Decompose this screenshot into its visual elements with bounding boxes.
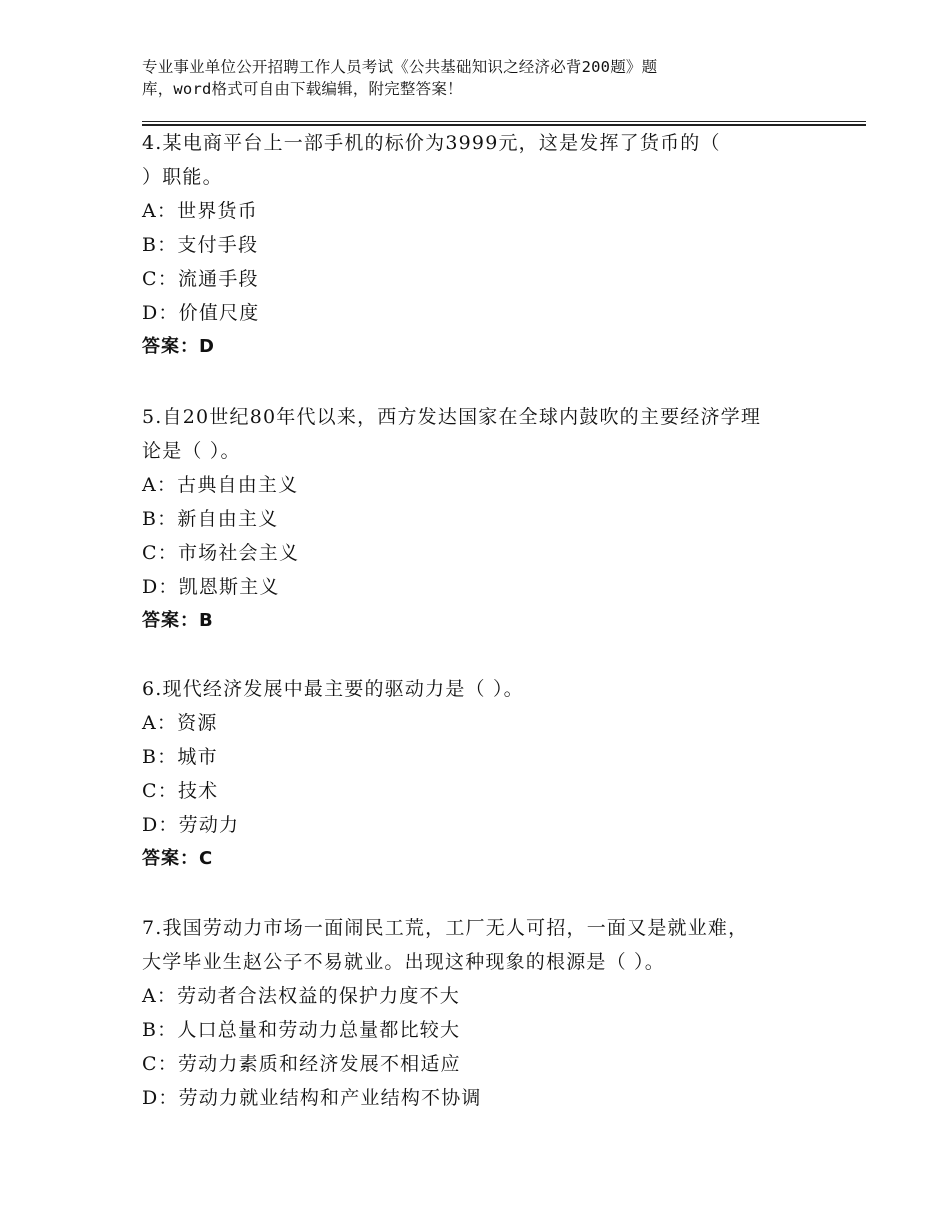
option-b: B：人口总量和劳动力总量都比较大 <box>142 1019 461 1041</box>
question-stem: 5.自20世纪80年代以来，西方发达国家在全球内鼓吹的主要经济学理 <box>142 406 762 428</box>
option-a: A：世界货币 <box>142 200 258 222</box>
header-line: 库，word格式可自由下载编辑，附完整答案！ <box>142 80 463 98</box>
option-c: C：技术 <box>142 780 219 802</box>
header-line: 专业事业单位公开招聘工作人员考试《公共基础知识之经济必背200题》题 <box>142 58 658 76</box>
option-c: C：流通手段 <box>142 268 259 290</box>
question-block <box>142 911 842 1115</box>
answer-label: 答案：B <box>142 610 214 631</box>
question-stem: 7.我国劳动力市场一面闹民工荒，工厂无人可招，一面又是就业难， <box>142 917 749 939</box>
option-d: D：劳动力就业结构和产业结构不协调 <box>142 1087 482 1109</box>
answer-label: 答案：C <box>142 848 214 869</box>
option-b: B：城市 <box>142 746 218 768</box>
question-block <box>142 672 842 876</box>
document-header <box>142 56 782 100</box>
option-a: A：古典自由主义 <box>142 474 299 496</box>
option-d: D：价值尺度 <box>142 302 260 324</box>
option-c: C：劳动力素质和经济发展不相适应 <box>142 1053 461 1075</box>
question-stem: 4.某电商平台上一部手机的标价为3999元，这是发挥了货币的（ <box>142 132 721 154</box>
option-b: B：支付手段 <box>142 234 259 256</box>
option-a: A：资源 <box>142 712 218 734</box>
option-d: D：凯恩斯主义 <box>142 576 280 598</box>
question-stem: 大学毕业生赵公子不易就业。出现这种现象的根源是（ ）。 <box>142 951 665 973</box>
question-block <box>142 400 842 638</box>
option-b: B：新自由主义 <box>142 508 279 530</box>
option-d: D：劳动力 <box>142 814 240 836</box>
header-divider <box>142 121 866 122</box>
option-a: A：劳动者合法权益的保护力度不大 <box>142 985 460 1007</box>
question-stem: 论是（ ）。 <box>142 440 241 462</box>
question-stem: 6.现代经济发展中最主要的驱动力是（ ）。 <box>142 678 524 700</box>
question-block <box>142 126 842 364</box>
answer-label: 答案：D <box>142 336 215 357</box>
option-c: C：市场社会主义 <box>142 542 300 564</box>
question-stem: ）职能。 <box>142 166 223 188</box>
